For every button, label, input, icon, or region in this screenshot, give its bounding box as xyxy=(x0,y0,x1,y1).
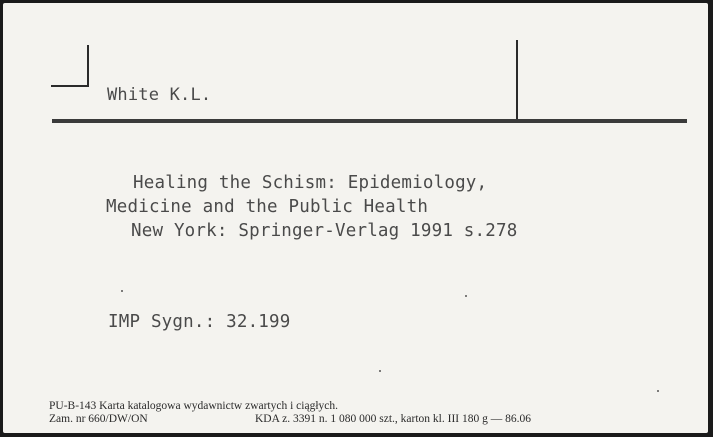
author-name: White K.L. xyxy=(107,85,212,105)
call-number: IMP Sygn.: 32.199 xyxy=(108,312,291,332)
catalog-card xyxy=(3,3,708,433)
ink-speck xyxy=(465,295,467,297)
footer-line-1: PU-B-143 Karta katalogowa wydawnictw zwartych i ciągłych. xyxy=(49,400,339,412)
footer-line-2-right: KDA z. 3391 n. 1 080 000 szt., karton kl. III 180 g — 86.06 xyxy=(255,413,531,425)
imprint-line: New York: Springer-Verlag 1991 s.278 xyxy=(131,221,518,241)
ink-speck xyxy=(657,390,659,392)
footer-line-2-left: Zam. nr 660/DW/ON xyxy=(49,413,148,425)
header-vertical-rule xyxy=(516,40,518,122)
header-horizontal-rule xyxy=(52,119,687,123)
corner-bracket-horizontal xyxy=(51,85,89,87)
corner-bracket-vertical xyxy=(87,45,89,87)
title-line-1: Healing the Schism: Epidemiology, xyxy=(133,173,488,193)
title-line-2: Medicine and the Public Health xyxy=(106,197,429,217)
ink-speck xyxy=(121,290,123,292)
ink-speck xyxy=(379,370,381,372)
